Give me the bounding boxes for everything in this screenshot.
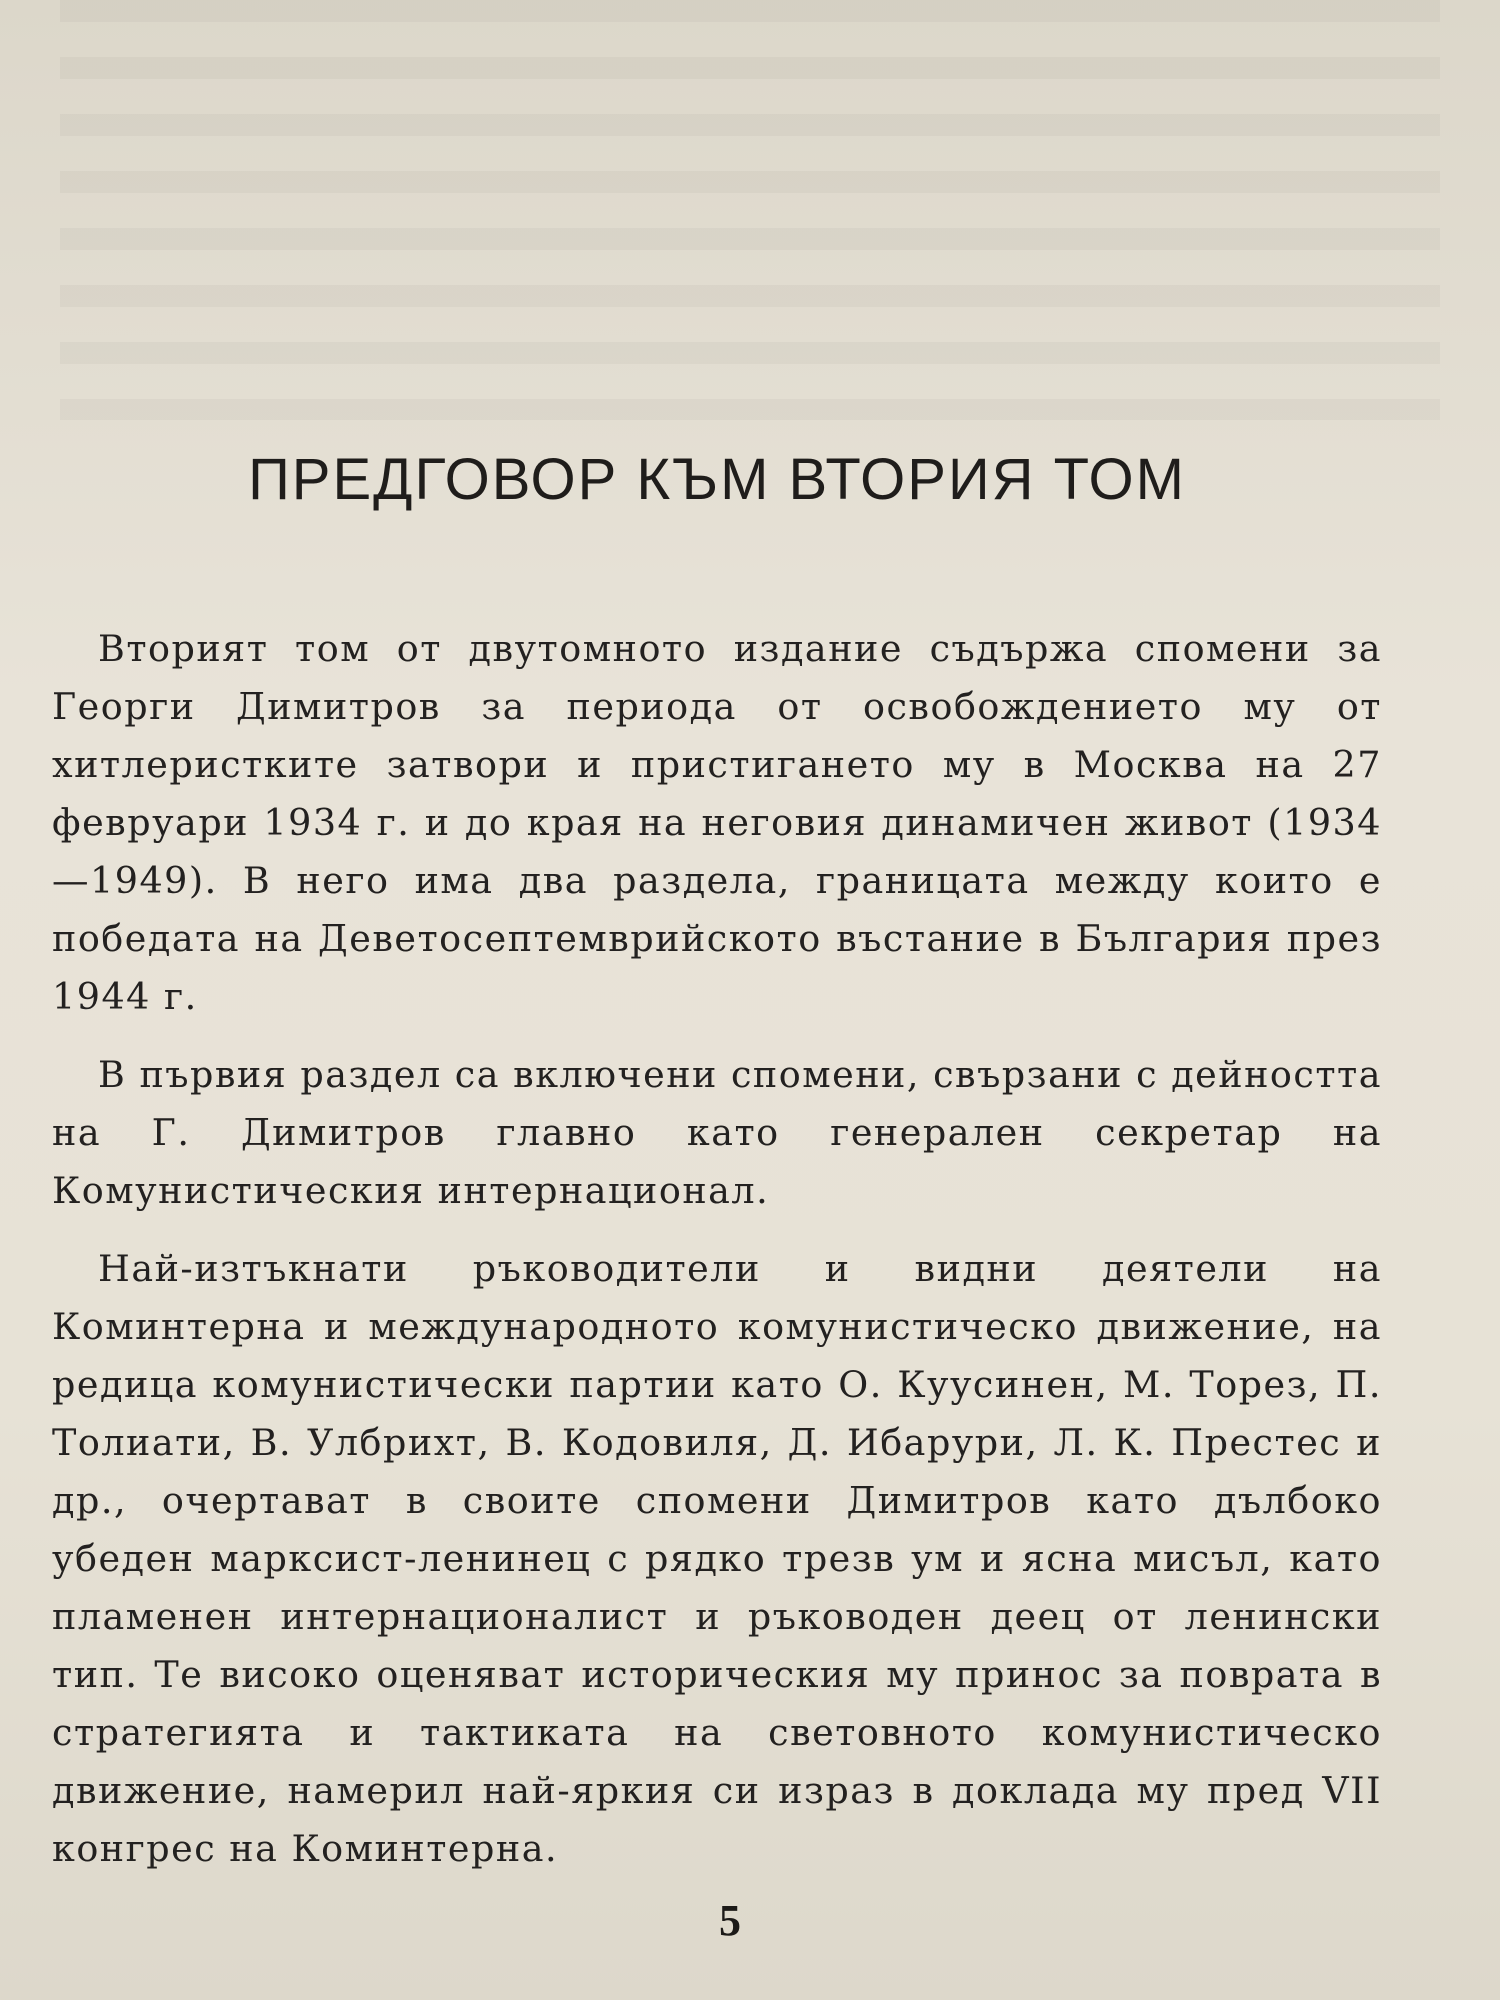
paragraph: В първия раздел са включени спомени, свързани с дейността на Г. Димитров главно като генерален секретар на Комунистическия интернационал. (52, 1053, 1382, 1212)
paragraph: Най-изтъкнати ръководители и видни деятели на Коминтерна и международното комунистическо движение, на редица комунистически партии като О. Куусинен, М. Торез, П. Толиати, В. Улбрихт, В. Кодовиля, Д. Ибарури, Л. К. Престес и др., очертават в своите спомени Димитров като дълбоко убеден марксист-ленинец с рядко трезв ум и ясна мисъл, като пламенен интернационалист и ръководен деец от ленински тип. Те високо оценяват историческия му принос за поврата в стратегията и тактиката на световното комунистическо движение, намерил най-яркия си израз в доклада му пред VII конгрес на Коминтерна. (52, 1247, 1382, 1870)
page-number: 5 (719, 1896, 741, 1945)
body-text (52, 620, 1382, 1878)
paragraph: Вторият том от двутомното издание съдържа спомени за Георги Димитров за периода от освобождението му от хитлеристките затвори и пристигането му в Москва на 27 февруари 1934 г. и до края на неговия динамичен живот (1934—1949). В него има два раздела, границата между които е победата на Деветосептемврийското въстание в България през 1944 г. (52, 627, 1382, 1018)
book-page (52, 440, 1382, 1898)
page-title: ПРЕДГОВОР КЪМ ВТОРИЯ ТОМ (248, 447, 1186, 512)
bleed-through-text (60, 0, 1440, 420)
